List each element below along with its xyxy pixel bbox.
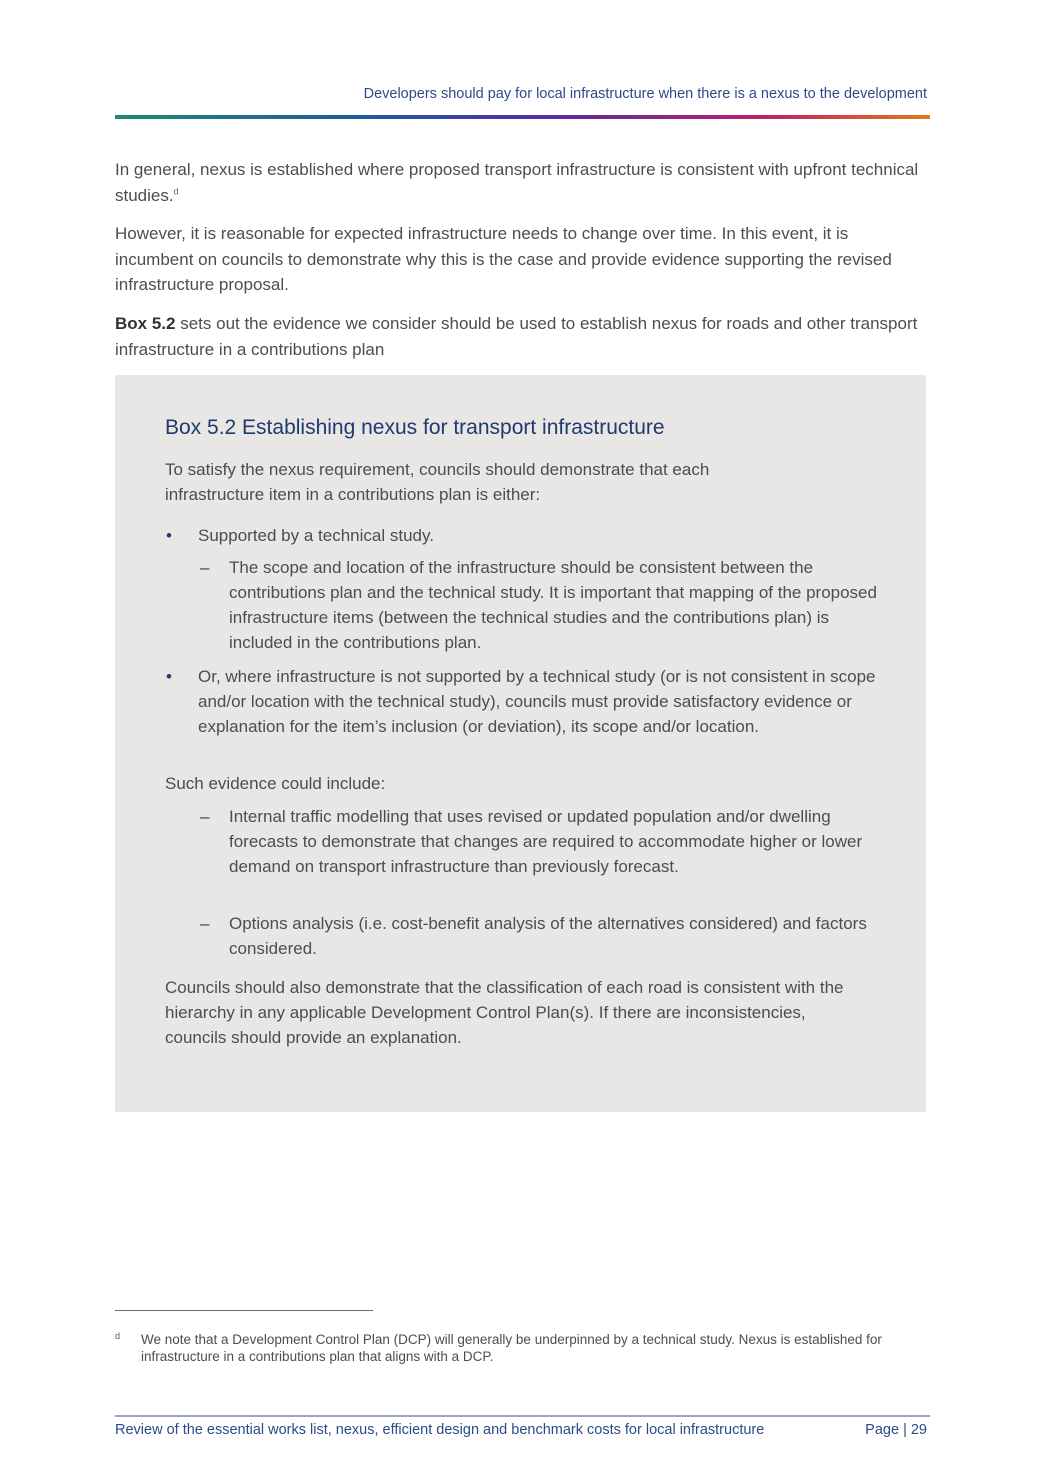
paragraph-infrastructure-change: However, it is reasonable for expected infrastructure needs to change over time. In this event, it is incumbent on councils to demonstrate why this is the case and provide evidence supporting the revised infrastructure proposal.: [115, 224, 892, 294]
dash-icon: –: [200, 914, 210, 933]
evidence-traffic-modelling: Internal traffic modelling that uses revised or updated population and/or dwelling forecasts to demonstrate that changes are required to accommodate higher or lower demand on transport infrastructure than previously forecast.: [229, 807, 863, 876]
footnote-mark: d: [115, 1331, 121, 1341]
dash-icon: –: [200, 558, 210, 577]
running-header: Developers should pay for local infrastructure when there is a nexus to the development: [363, 86, 927, 102]
paragraph-text: sets out the evidence we consider should be used to establish nexus for roads and other transport infrastructure in a contributions plan: [115, 314, 918, 359]
subitem-scope-location: The scope and location of the infrastructure should be consistent between the contributions plan and the technical study. It is important that mapping of the proposed infrastructure items (between the technical studies and the contributions plan) is included in the contributions plan.: [229, 558, 877, 652]
bullet-icon: •: [166, 526, 172, 545]
box-intro: To satisfy the nexus requirement, councils should demonstrate that each infrastructure item in a contributions plan is either:: [165, 460, 710, 504]
footnote-separator: [115, 1310, 373, 1311]
bullet-not-supported: Or, where infrastructure is not supported by a technical study (or is not consistent in scope and/or location with the technical study), councils must provide satisfactory evidence or explanation for the item’s inclusion (or deviation), its scope and/or location.: [198, 667, 876, 736]
footnote-text: We note that a Development Control Plan (DCP) will generally be underpinned by a technical study. Nexus is established for infrastructure in a contributions plan that aligns with a DCP.: [141, 1332, 882, 1364]
bullet-technical-study: Supported by a technical study.: [198, 526, 434, 545]
page-number: Page | 29: [865, 1422, 927, 1438]
paragraph-box-reference: [115, 311, 930, 362]
box-title: Box 5.2 Establishing nexus for transport infrastructure: [165, 416, 665, 439]
paragraph-nexus-general: [115, 157, 930, 208]
dash-icon: –: [200, 807, 210, 826]
footer-rule: [115, 1415, 930, 1417]
box-5-2: [115, 375, 926, 1112]
evidence-intro: Such evidence could include:: [165, 774, 386, 793]
evidence-options-analysis: Options analysis (i.e. cost-benefit analysis of the alternatives considered) and factors considered.: [229, 914, 867, 958]
footnote-reference[interactable]: d: [173, 185, 179, 196]
header-gradient-rule: [115, 115, 930, 119]
box-closing: Councils should also demonstrate that the classification of each road is consistent with the hierarchy in any applicable Development Control Plan(s). If there are inconsistencies, councils should provide an explanation.: [165, 978, 844, 1047]
bullet-icon: •: [166, 667, 172, 686]
footer-report-title: Review of the essential works list, nexus, efficient design and benchmark costs for local infrastructure: [115, 1422, 765, 1438]
box-reference-label: Box 5.2: [115, 314, 176, 333]
paragraph-text: In general, nexus is established where proposed transport infrastructure is consistent with upfront technical studies.: [115, 160, 919, 205]
